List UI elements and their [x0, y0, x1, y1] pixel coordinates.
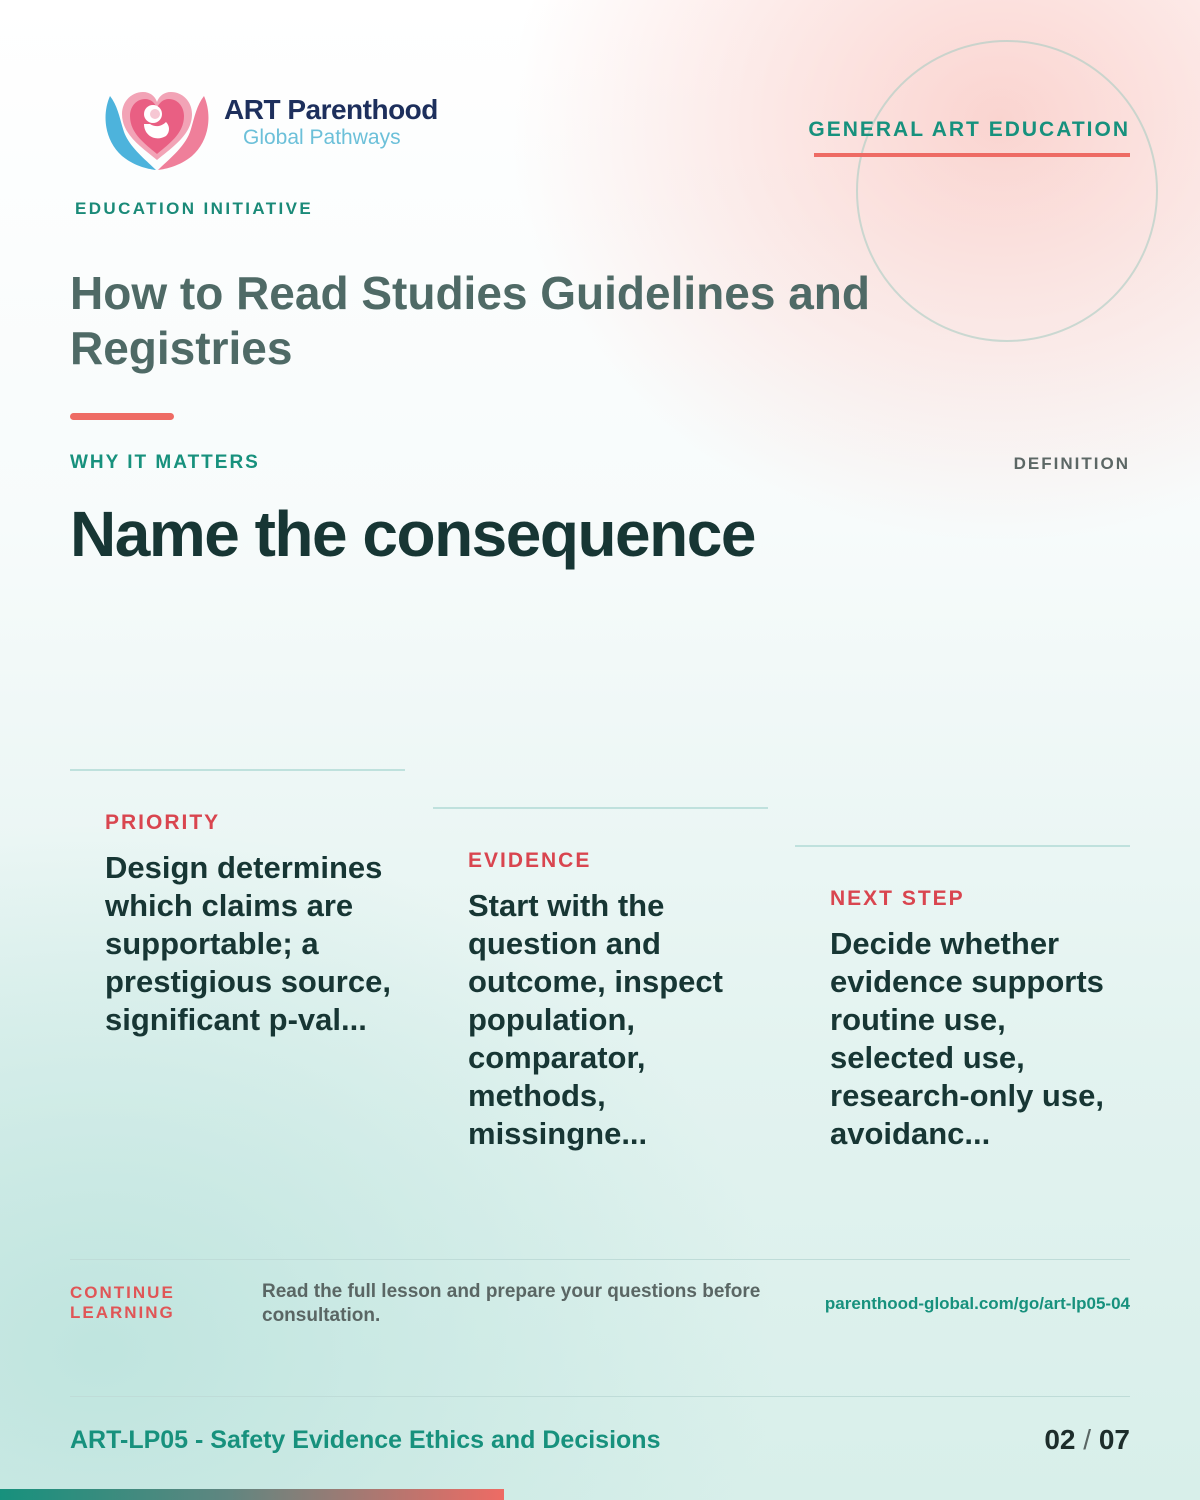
- initiative-label: EDUCATION INITIATIVE: [75, 199, 314, 218]
- card-divider: [433, 807, 768, 809]
- card-evidence: [433, 807, 768, 1153]
- page-number: [1044, 1424, 1130, 1456]
- progress-bar: [0, 1489, 504, 1500]
- continue-learning-text: Read the full lesson and prepare your questions before consultation.: [262, 1281, 761, 1326]
- page-current: 02: [1044, 1424, 1076, 1455]
- card-priority: [70, 769, 405, 1039]
- card-label: PRIORITY: [105, 811, 221, 834]
- card-label: NEXT STEP: [830, 887, 965, 910]
- course-title: ART-LP05 - Safety Evidence Ethics and Decisions: [70, 1426, 661, 1454]
- lesson-title: How to Read Studies Guidelines and Registries: [70, 267, 870, 374]
- decorative-circle: [856, 40, 1158, 342]
- definition-label: DEFINITION: [1013, 454, 1130, 473]
- footer-divider: [70, 1259, 1130, 1260]
- page-separator: /: [1083, 1424, 1092, 1455]
- card-text: Decide whether evidence supports routine use, selected use, research-only use, avoidanc...: [830, 926, 1104, 1151]
- category-label: GENERAL ART EDUCATION: [808, 118, 1130, 141]
- brand-logo-icon: [100, 74, 214, 174]
- category-underline: [814, 153, 1130, 157]
- brand-subtitle: Global Pathways: [243, 126, 401, 149]
- card-next-step: [795, 845, 1130, 1153]
- card-divider: [70, 769, 405, 771]
- card-label: EVIDENCE: [468, 849, 592, 872]
- section-label: WHY IT MATTERS: [70, 452, 260, 473]
- card-text: Start with the question and outcome, inspect population, comparator, methods, missingne...: [468, 888, 723, 1151]
- footer-divider: [70, 1396, 1130, 1397]
- card-divider: [795, 845, 1130, 847]
- headline: Name the consequence: [70, 498, 755, 570]
- continue-learning-label: CONTINUE LEARNING: [70, 1283, 175, 1322]
- title-accent-bar: [70, 413, 174, 420]
- card-text: Design determines which claims are supportable; a prestigious source, significant p-val...: [105, 850, 391, 1037]
- page-total: 07: [1098, 1424, 1130, 1455]
- lesson-link[interactable]: parenthood-global.com/go/art-lp05-04: [824, 1294, 1130, 1313]
- brand-name: ART Parenthood: [224, 94, 438, 125]
